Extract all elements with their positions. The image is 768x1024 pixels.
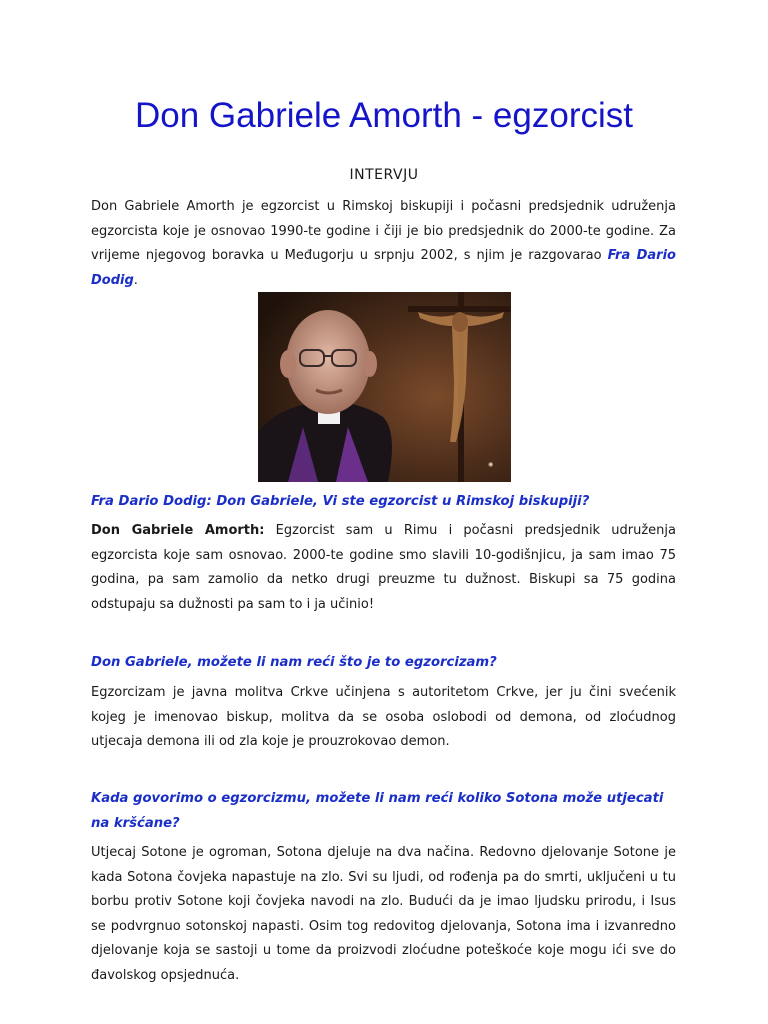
- intro-text: Don Gabriele Amorth je egzorcist u Rimskoj biskupiji i počasni predsjednik udruženja egzorcista koje je osnovao 1990-te godine i čiji je bio predsjednik do 2000-te godine. Za vrijeme njegovog boravka u Međugorju u srpnju 2002, s njim je razgovarao: [91, 199, 676, 263]
- question-1: Fra Dario Dodig: Don Gabriele, Vi ste egzorcist u Rimskoj biskupiji?: [91, 494, 590, 509]
- interviewer-link[interactable]: Fra Dario Dodig: [91, 248, 676, 288]
- answer-3: Utjecaj Sotone je ogroman, Sotona djeluje na dva načina. Redovno djelovanje Sotone je kada Sotona čovjeka napastuje na zlo. Svi su ljudi, od rođenja pa do smrti, uključeni u tu borbu protiv Sotone koji čovjeka navodi na zlo. Budući da je imao ljudsku prirodu, i Isus se podvrgnuo sotonskoj napasti. Osim tog redovitog djelovanja, Sotona ima i izvanredno djelovanje koja se sastoji u tome da proizvodi zloćudne poteškoće koje mogu ići sve do đavolskog opsjednuća.: [91, 845, 676, 983]
- interview-photo: [258, 292, 511, 482]
- question-2: Don Gabriele, možete li nam reći što je to egzorcizam?: [91, 655, 497, 670]
- question-3: Kada govorimo o egzorcizmu, možete li nam reći koliko Sotona može utjecati na kršćane?: [91, 791, 664, 831]
- speaker-name: Don Gabriele Amorth:: [91, 523, 265, 538]
- answer-1: [91, 519, 676, 617]
- intro-end: .: [133, 272, 138, 288]
- answer-2: Egzorcizam je javna molitva Crkve učinjena s autoritetom Crkve, jer ju čini svećenik kojeg je imenovao biskup, molitva da se osoba oslobodi od demona, od zloćudnog utjecaja demona ili od zla koje je prouzrokovao demon.: [91, 685, 676, 749]
- svg-text:◉: ◉: [488, 461, 494, 468]
- intro-paragraph: [91, 195, 676, 293]
- photo-illustration: [258, 292, 511, 482]
- page-title: Don Gabriele Amorth - egzorcist: [135, 96, 633, 135]
- answer-1-text: Egzorcist sam u Rimu i počasni predsjednik udruženja egzorcista koje sam osnovao. 2000-te godine smo slavili 10-godišnjicu, ja sam imao 75 godina, pa sam zamolio da netko drugi preuzme tu dužnost. Biskupi sa 75 godina odstupaju sa dužnosti pa sam to i ja učinio!: [91, 523, 676, 612]
- section-subtitle: INTERVJU: [349, 167, 419, 183]
